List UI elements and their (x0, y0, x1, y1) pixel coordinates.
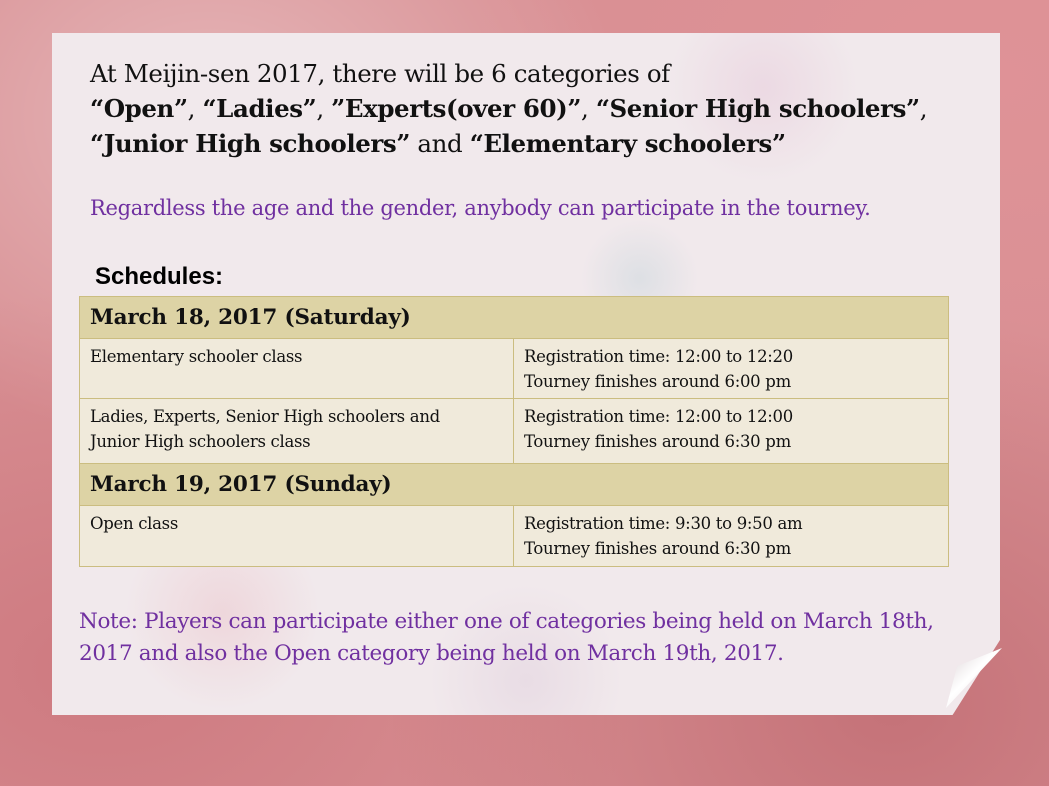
intro-line-2: “Open”, “Ladies”, ”Experts(over 60)”, “Senior High schoolers”, (90, 94, 928, 123)
category-junior-high: “Junior High schoolers” (90, 129, 411, 158)
intro-line-3: “Junior High schoolers” and “Elementary schoolers” (90, 129, 786, 158)
table-row (80, 399, 949, 464)
intro-line-1: At Meijin-sen 2017, there will be 6 categories of (90, 59, 670, 88)
day-header-row (80, 297, 949, 339)
intro-text (90, 56, 990, 161)
schedule-table (79, 296, 949, 567)
info-cell: Registration time: 12:00 to 12:20 Tourney finishes around 6:00 pm (514, 339, 949, 399)
table-row (80, 339, 949, 399)
day-header-row (80, 464, 949, 506)
category-senior-high: “Senior High schoolers” (595, 94, 920, 123)
category-open: “Open” (90, 94, 188, 123)
day-heading: March 19, 2017 (Sunday) (80, 464, 949, 506)
category-experts: ”Experts(over 60)” (331, 94, 582, 123)
day-heading: March 18, 2017 (Saturday) (80, 297, 949, 339)
category-ladies: “Ladies” (202, 94, 317, 123)
table-row (80, 506, 949, 567)
category-elementary: “Elementary schoolers” (469, 129, 786, 158)
note-line-1: Note: Players can participate either one of categories being held on March 18th, (79, 609, 934, 634)
schedules-heading: Schedules: (95, 263, 224, 290)
info-cell: Registration time: 9:30 to 9:50 am Tourney finishes around 6:30 pm (514, 506, 949, 567)
note-line-2: 2017 and also the Open category being held on March 19th, 2017. (79, 641, 784, 666)
class-cell: Open class (80, 506, 514, 567)
eligibility-text: Regardless the age and the gender, anybody can participate in the tourney. (90, 196, 871, 220)
class-cell: Ladies, Experts, Senior High schoolers and Junior High schoolers class (80, 399, 514, 464)
class-cell: Elementary schooler class (80, 339, 514, 399)
note-text (79, 606, 999, 670)
info-cell: Registration time: 12:00 to 12:00 Tourney finishes around 6:30 pm (514, 399, 949, 464)
